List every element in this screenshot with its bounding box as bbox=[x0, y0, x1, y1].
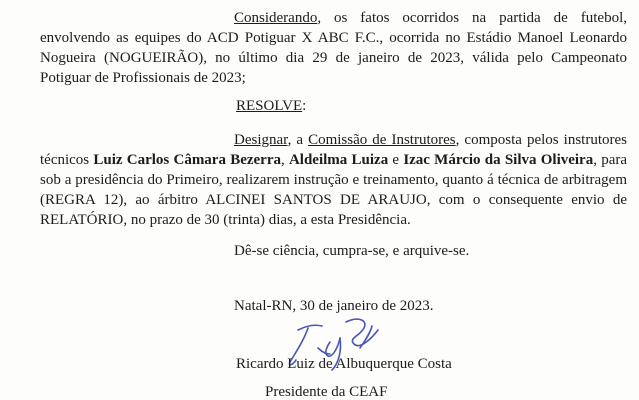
instructor-name-1: Luiz Carlos Câmara Bezerra bbox=[93, 152, 281, 168]
resolve-keyword: RESOLVE bbox=[236, 98, 303, 114]
signature-stroke-1 bbox=[298, 325, 322, 330]
designar-keyword: Designar bbox=[234, 132, 288, 148]
signatory-title: Presidente da CEAF bbox=[265, 384, 388, 400]
designar-text-2: , composta pelos instrutores técnicos bbox=[40, 132, 627, 168]
comissao-text: Comissão de Instrutores bbox=[308, 132, 456, 148]
signatory-name: Ricardo Luiz de Albuquerque Costa bbox=[236, 356, 452, 372]
instructor-name-2: Aldeilma Luiza bbox=[288, 152, 389, 168]
resolve-suffix: : bbox=[302, 98, 307, 114]
designar-text-1: , a bbox=[287, 132, 309, 148]
considerando-text: , os fatos ocorridos na partida de futebol, envolvendo as equipes do ACD Potiguar X ABC F.C., ocorrida no Estádio Manoel Leonardo Nogueira (NOGUEIRÃO), no último dia 29 de janeiro de 2023, válida pelo Campeonato Potiguar de Profissionais de 2023; bbox=[40, 10, 627, 86]
instructor-name-3: Izac Márcio da Silva Oliveira bbox=[403, 152, 594, 168]
resolve-heading bbox=[236, 96, 306, 116]
considerando-paragraph bbox=[40, 8, 627, 88]
closing-line: Dê-se ciência, cumpra-se, e arquive-se. bbox=[234, 243, 470, 259]
signature-stroke-6 bbox=[360, 326, 372, 348]
considerando-keyword: Considerando bbox=[234, 10, 318, 26]
place-date: Natal-RN, 30 de janeiro de 2023. bbox=[234, 298, 434, 314]
signature-stroke-5 bbox=[346, 319, 378, 346]
designar-paragraph bbox=[40, 130, 627, 230]
designar-sep-1: , bbox=[280, 152, 289, 168]
designar-text-3: , para sob a presidência do Primeiro, realizarem instrução e treinamento, quanto á técnica de arbitragem (REGRA 12), ao árbitro ALCINEI SANTOS DE ARAUJO, com o consequente envio de RELATÓRIO, no prazo de 30 (trinta) dias, a esta Presidência. bbox=[40, 152, 628, 228]
designar-sep-2: e bbox=[388, 152, 404, 168]
